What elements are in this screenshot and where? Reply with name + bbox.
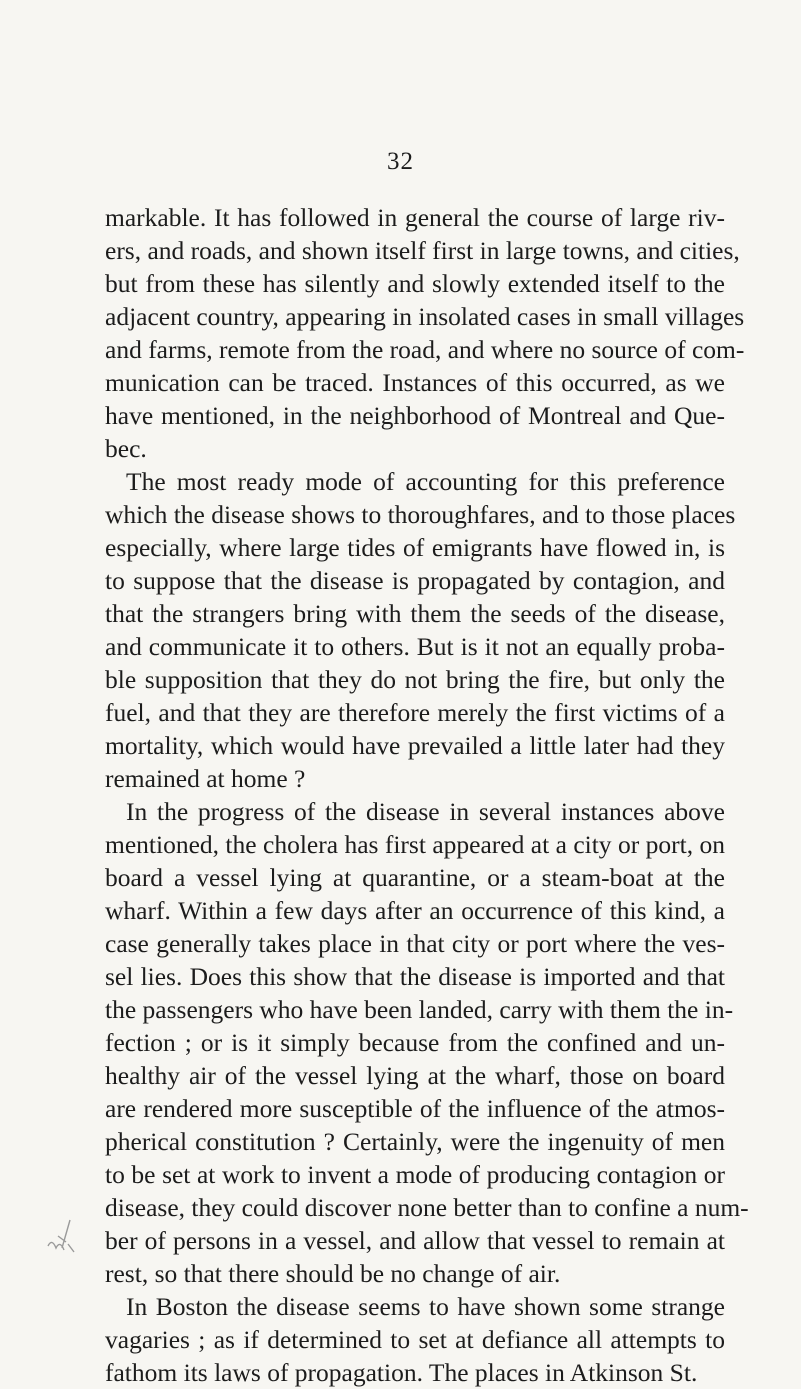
text-line: The most ready mode of accounting for this preference xyxy=(126,467,725,496)
text-line: fathom its laws of propagation. The places in Atkinson St. xyxy=(105,1358,698,1387)
text-line: adjacent country, appearing in insolated cases in small villages xyxy=(105,302,745,331)
text-line: and communicate it to others. But is it not an equally proba- xyxy=(105,632,725,661)
text-line: remained at home ? xyxy=(105,764,306,793)
text-line: markable. It has followed in general the course of large riv- xyxy=(105,203,725,232)
text-line: In the progress of the disease in several instances above xyxy=(126,797,725,826)
text-line: board a vessel lying at quarantine, or a steam-boat at the xyxy=(105,863,725,892)
text-line: vagaries ; as if determined to set at defiance all attempts to xyxy=(105,1325,725,1354)
marginal-pencil-mark xyxy=(40,1218,80,1254)
text-line: are rendered more susceptible of the influence of the atmos- xyxy=(105,1094,725,1123)
text-line: wharf. Within a few days after an occurrence of this kind, a xyxy=(105,896,725,925)
text-line: have mentioned, in the neighborhood of Montreal and Que- xyxy=(105,401,725,430)
text-line: that the strangers bring with them the seeds of the disease, xyxy=(105,599,725,628)
page-number: 32 xyxy=(387,148,414,175)
body-text xyxy=(105,201,749,1389)
text-line: fuel, and that they are therefore merely the first victims of a xyxy=(105,698,725,727)
text-line: disease, they could discover none better than to confine a num- xyxy=(105,1193,749,1222)
text-line: but from these has silently and slowly extended itself to the xyxy=(105,269,725,298)
text-line: munication can be traced. Instances of this occurred, as we xyxy=(105,368,725,397)
text-line: ers, and roads, and shown itself first in large towns, and cities, xyxy=(105,236,740,265)
text-line: In Boston the disease seems to have shown some strange xyxy=(126,1292,725,1321)
text-line: rest, so that there should be no change of air. xyxy=(105,1259,561,1288)
text-line: mentioned, the cholera has first appeared at a city or port, on xyxy=(105,830,725,859)
text-line: case generally takes place in that city or port where the ves- xyxy=(105,929,725,958)
text-line: fection ; or is it simply because from the confined and un- xyxy=(105,1028,725,1057)
text-line: ber of persons in a vessel, and allow that vessel to remain at xyxy=(105,1226,725,1255)
text-line: pherical constitution ? Certainly, were the ingenuity of men xyxy=(105,1127,725,1156)
text-line: mortality, which would have prevailed a little later had they xyxy=(105,731,725,760)
text-line: sel lies. Does this show that the disease is imported and that xyxy=(105,962,725,991)
text-line: ble supposition that they do not bring the fire, but only the xyxy=(105,665,725,694)
text-line: especially, where large tides of emigrants have flowed in, is xyxy=(105,533,725,562)
text-line: the passengers who have been landed, carry with them the in- xyxy=(105,995,734,1024)
text-line: bec. xyxy=(105,434,147,463)
text-line: and farms, remote from the road, and where no source of com- xyxy=(105,335,745,364)
text-line: healthy air of the vessel lying at the wharf, those on board xyxy=(105,1061,725,1090)
text-line: which the disease shows to thoroughfares, and to those places xyxy=(105,500,736,529)
text-line: to suppose that the disease is propagated by contagion, and xyxy=(105,566,725,595)
text-line: to be set at work to invent a mode of producing contagion or xyxy=(105,1160,725,1189)
